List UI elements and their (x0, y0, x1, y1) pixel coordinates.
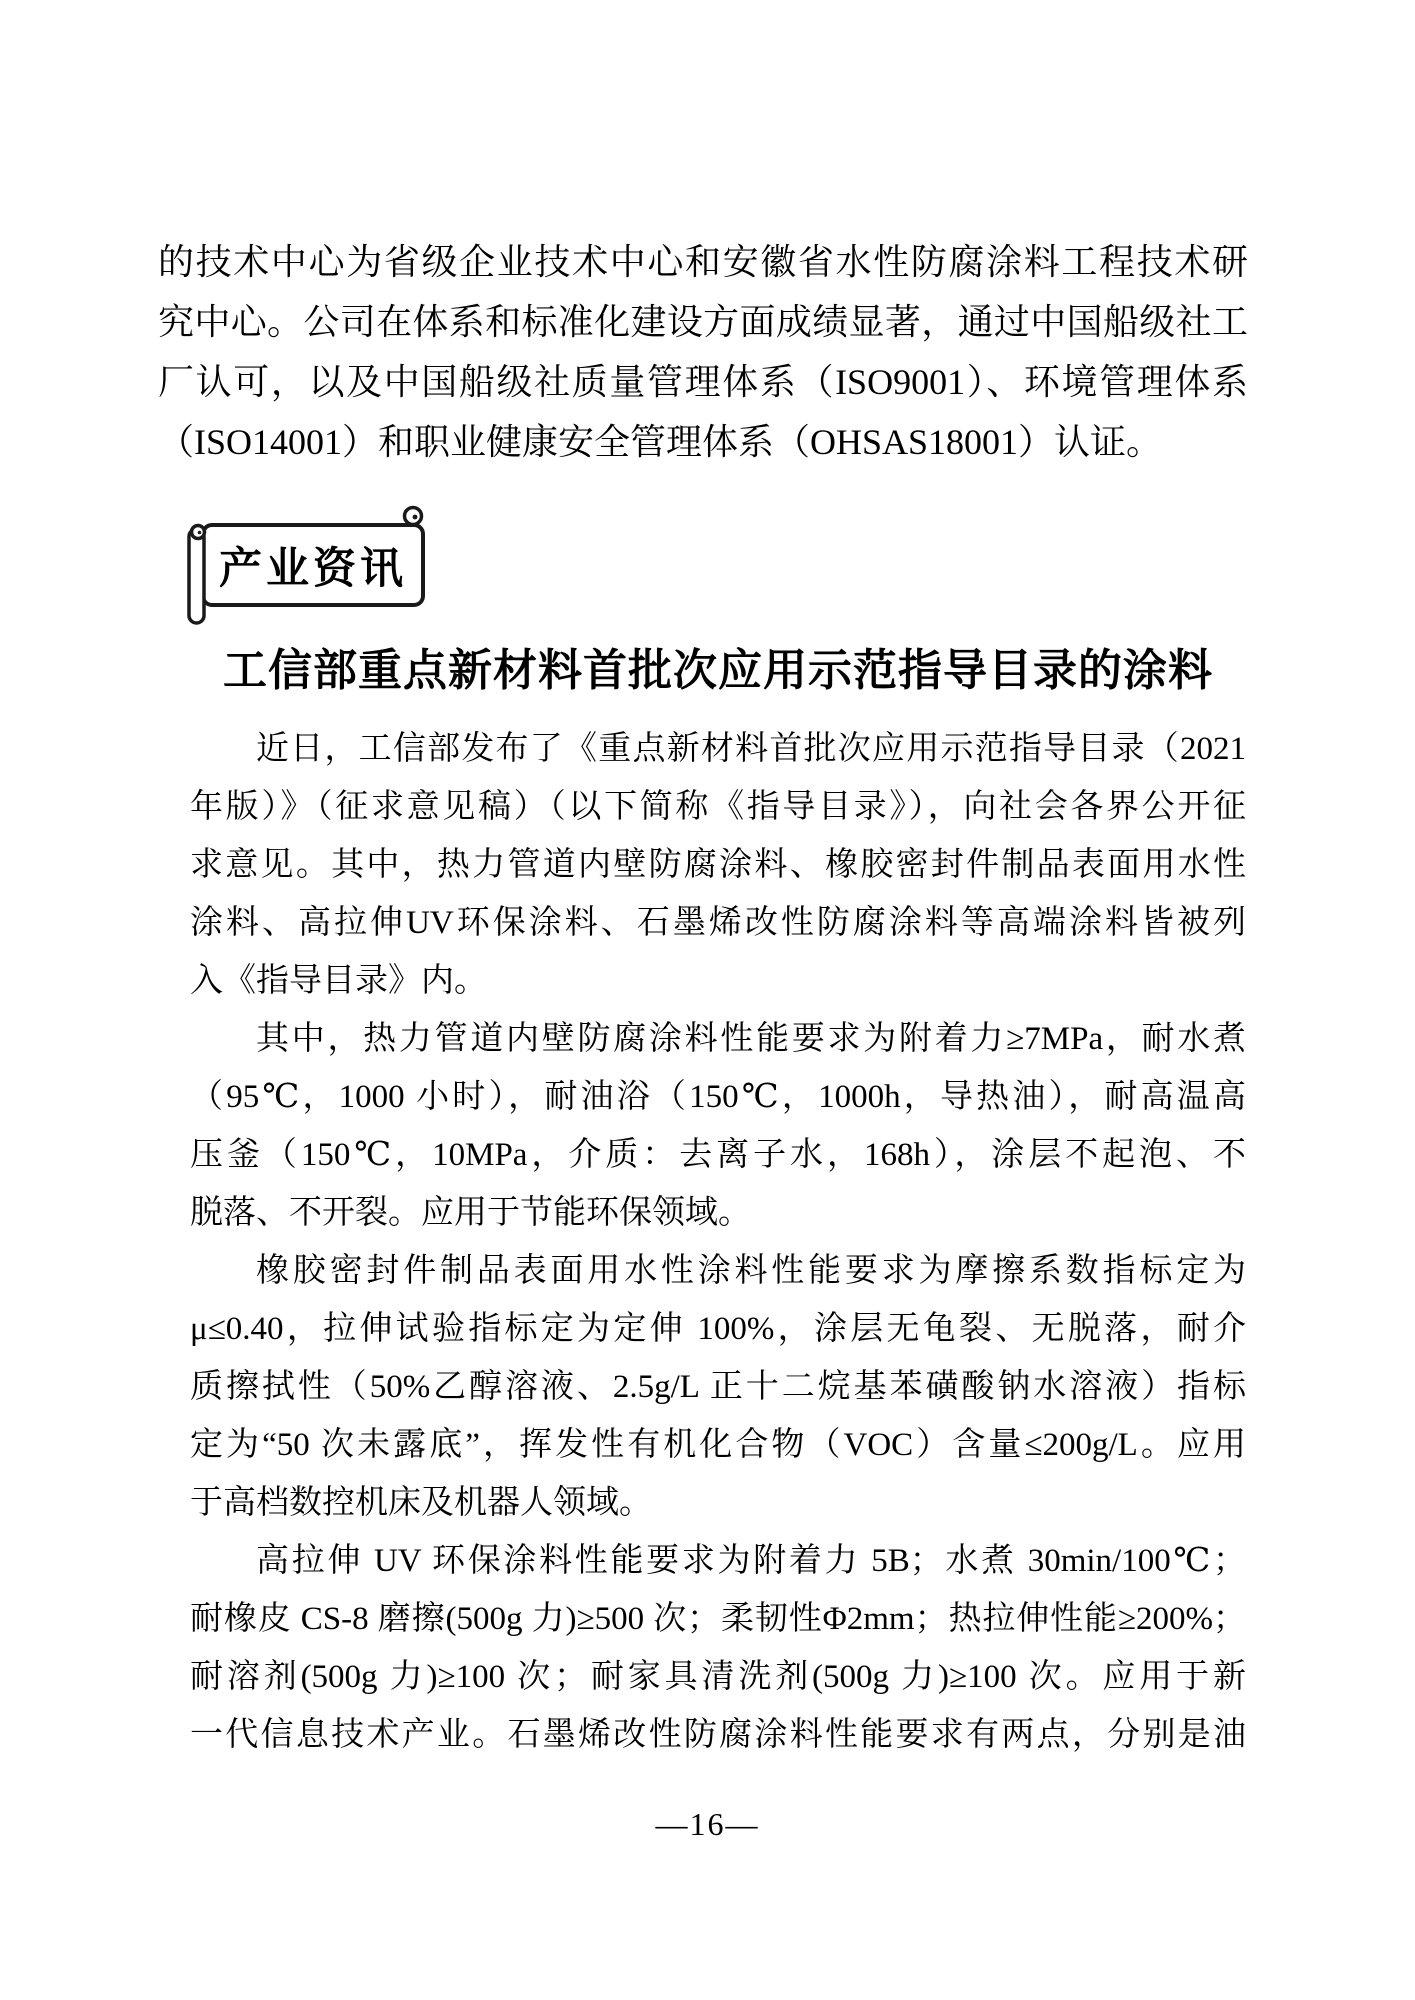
text-line: 年版）》（征求意见稿）（以下简称《指导目录》），向社会各界公开征 (190, 789, 1246, 825)
text-line: 的技术中心为省级企业技术中心和安徽省水性防腐涂料工程技术研 (158, 242, 1248, 282)
section-banner (185, 498, 429, 628)
page-number: —16— (655, 1806, 760, 1842)
text-line: 涂料、高拉伸UV环保涂料、石墨烯改性防腐涂料等高端涂料皆被列 (190, 905, 1246, 941)
text-line: 耐橡皮 CS-8 磨擦(500g 力)≥500 次；柔韧性Φ2mm；热拉伸性能≥200%； (190, 1601, 1246, 1637)
text-line: 脱落、不开裂。应用于节能环保领域。 (190, 1195, 751, 1231)
text-line: 求意见。其中，热力管道内壁防腐涂料、橡胶密封件制品表面用水性 (190, 847, 1246, 883)
article-body (190, 720, 1246, 1764)
text-line: （ISO14001）和职业健康安全管理体系（OHSAS18001）认证。 (158, 422, 1163, 462)
text-line: 近日，工信部发布了《重点新材料首批次应用示范指导目录（2021 (256, 731, 1246, 767)
paragraph (190, 1532, 1246, 1764)
text-line: 于高档数控机床及机器人领域。 (190, 1485, 652, 1521)
article-title: 工信部重点新材料首批次应用示范指导目录的涂料 (223, 646, 1213, 695)
text-line: （95℃，1000 小时），耐油浴（150℃，1000h，导热油），耐高温高 (190, 1079, 1246, 1115)
text-line: 质擦拭性（50%乙醇溶液、2.5g/L 正十二烷基苯磺酸钠水溶液）指标 (190, 1369, 1246, 1405)
section-banner-label: 产业资讯 (219, 545, 407, 593)
intro-paragraph (158, 232, 1248, 472)
text-line: 入《指导目录》内。 (190, 963, 487, 999)
text-line: 厂认可，以及中国船级社质量管理体系（ISO9001）、环境管理体系 (158, 362, 1248, 402)
text-line: 究中心。公司在体系和标准化建设方面成绩显著，通过中国船级社工 (158, 302, 1248, 342)
text-line: 压釜（150℃，10MPa，介质：去离子水，168h），涂层不起泡、不 (190, 1137, 1246, 1173)
text-line: 橡胶密封件制品表面用水性涂料性能要求为摩擦系数指标定为 (256, 1253, 1246, 1289)
paragraph (190, 1242, 1246, 1532)
paragraph (190, 720, 1246, 1010)
text-line: 耐溶剂(500g 力)≥100 次；耐家具清洗剂(500g 力)≥100 次。应用于新 (190, 1659, 1246, 1695)
text-line: 其中，热力管道内壁防腐涂料性能要求为附着力≥7MPa，耐水煮 (256, 1021, 1246, 1057)
text-line: 定为“50 次未露底”，挥发性有机化合物（VOC）含量≤200g/L。应用 (190, 1427, 1246, 1463)
paragraph (190, 1010, 1246, 1242)
text-line: μ≤0.40，拉伸试验指标定为定伸 100%，涂层无龟裂、无脱落，耐介 (190, 1311, 1246, 1347)
text-line: 一代信息技术产业。石墨烯改性防腐涂料性能要求有两点，分别是油 (190, 1717, 1246, 1753)
text-line: 高拉伸 UV 环保涂料性能要求为附着力 5B；水煮 30min/100℃； (256, 1543, 1246, 1579)
